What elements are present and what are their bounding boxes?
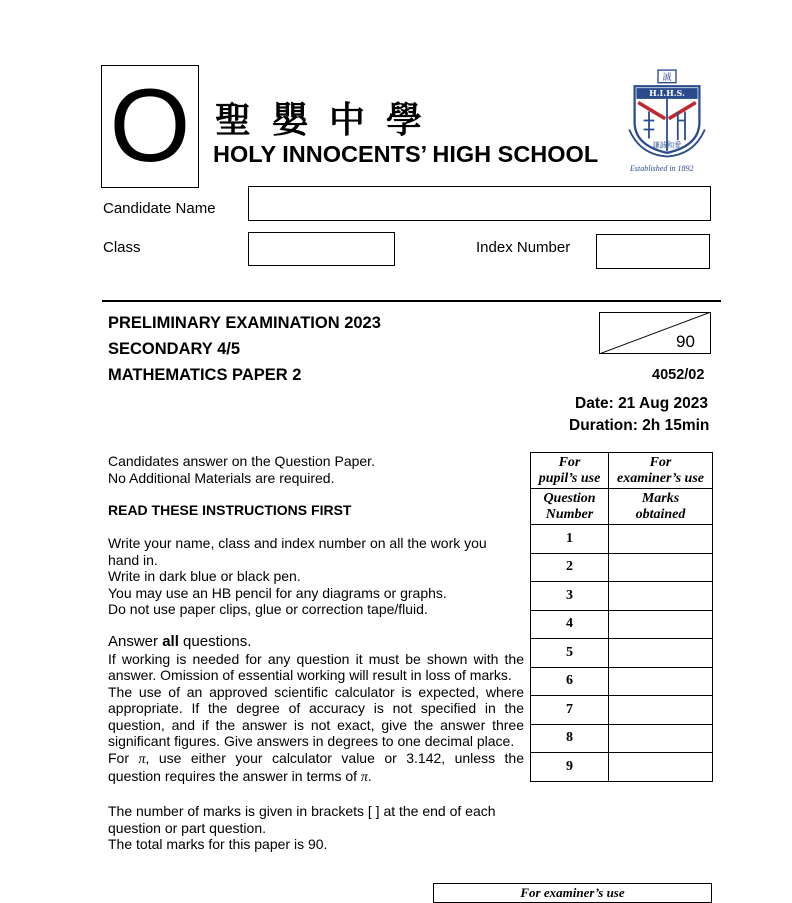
exam-duration: Duration: 2h 15min bbox=[569, 417, 710, 434]
instructions-heading: READ THESE INSTRUCTIONS FIRST bbox=[108, 502, 352, 518]
marks-line-2: The total marks for this paper is 90. bbox=[108, 836, 328, 852]
marks-cell[interactable] bbox=[609, 724, 713, 753]
paper-letter: O bbox=[109, 68, 191, 184]
question-number: 4 bbox=[531, 610, 609, 639]
table-row bbox=[531, 610, 713, 639]
school-chinese-name: 聖 嬰 中 學 bbox=[215, 100, 429, 140]
marks-cell[interactable] bbox=[609, 639, 713, 668]
pupil-use-header-1: For bbox=[558, 454, 581, 470]
question-number: 7 bbox=[531, 696, 609, 725]
write-line-1: Write your name, class and index number on all the work you hand in. bbox=[108, 535, 487, 568]
exam-date: Date: 21 Aug 2023 bbox=[575, 395, 708, 412]
marks-obtained-header-1: Marks bbox=[641, 490, 680, 506]
instructions-intro bbox=[108, 453, 528, 486]
question-number: 9 bbox=[531, 753, 609, 782]
marks-obtained-header-2: obtained bbox=[635, 506, 686, 522]
question-number: 5 bbox=[531, 639, 609, 668]
crest-motto: 謙誠和愛 bbox=[652, 140, 682, 150]
header-divider bbox=[102, 300, 721, 302]
table-row bbox=[531, 753, 713, 782]
table-row bbox=[531, 667, 713, 696]
marks-cell[interactable] bbox=[609, 753, 713, 782]
instructions-writing bbox=[108, 535, 500, 618]
answer-prefix: Answer bbox=[108, 633, 163, 650]
write-line-4: Do not use paper clips, glue or correction tape/fluid. bbox=[108, 601, 428, 617]
pupil-use-header bbox=[531, 453, 609, 489]
pupil-use-header-2: pupil’s use bbox=[538, 470, 601, 486]
school-crest-logo bbox=[622, 66, 712, 166]
established-text: Established in 1892 bbox=[630, 164, 694, 173]
table-row bbox=[531, 724, 713, 753]
pi-part-3: . bbox=[367, 768, 372, 784]
table-row bbox=[531, 525, 713, 554]
marks-cell[interactable] bbox=[609, 667, 713, 696]
crest-top-char: 誠 bbox=[662, 73, 672, 83]
index-number-label: Index Number bbox=[476, 239, 571, 256]
instructions-answer bbox=[108, 634, 524, 787]
working-line-2: The use of an approved scientific calculator is expected, where appropriate. If the degree of accuracy is not specified in the question, and if the answer is not exact, give the answer three significant figures. Give answers in degrees to one decimal place. bbox=[108, 683, 524, 749]
table-row bbox=[531, 553, 713, 582]
marks-cell[interactable] bbox=[609, 582, 713, 611]
bottom-examiner-box bbox=[433, 883, 712, 903]
pi-part-2: , use either your calculator value or 3.142, unless the question requires the answer in terms of bbox=[108, 749, 525, 784]
marks-obtained-header bbox=[609, 489, 713, 525]
marks-cell[interactable] bbox=[609, 553, 713, 582]
table-row bbox=[531, 696, 713, 725]
marks-cell[interactable] bbox=[609, 696, 713, 725]
examiner-use-header-1: For bbox=[649, 454, 672, 470]
pi-symbol-2: π bbox=[360, 770, 368, 785]
intro-line-1: Candidates answer on the Question Paper. bbox=[108, 453, 375, 469]
answer-bold: all bbox=[162, 633, 179, 650]
index-number-field[interactable] bbox=[596, 234, 710, 269]
question-number-header bbox=[531, 489, 609, 525]
working-line-1: If working is needed for any question it must be shown with the answer. Omission of essential working will result in loss of marks. bbox=[108, 650, 524, 683]
marks-cell[interactable] bbox=[609, 610, 713, 639]
question-number: 3 bbox=[531, 582, 609, 611]
pi-symbol: π bbox=[138, 751, 146, 767]
intro-line-2: No Additional Materials are required. bbox=[108, 469, 335, 486]
total-marks-value: 90 bbox=[676, 332, 695, 351]
examiner-use-header bbox=[609, 453, 713, 489]
class-label: Class bbox=[103, 239, 141, 256]
question-number: 2 bbox=[531, 553, 609, 582]
candidate-name-label: Candidate Name bbox=[103, 200, 216, 217]
pi-part-1: For bbox=[108, 749, 139, 766]
exam-subject: MATHEMATICS PAPER 2 bbox=[108, 366, 302, 384]
table-row bbox=[531, 582, 713, 611]
instructions-marks bbox=[108, 803, 524, 853]
question-number: 6 bbox=[531, 667, 609, 696]
answer-suffix: questions. bbox=[178, 633, 252, 650]
question-number-header-1: Question bbox=[543, 490, 596, 506]
school-english-name: HOLY INNOCENTS’ HIGH SCHOOL bbox=[213, 141, 599, 167]
marks-cell[interactable] bbox=[609, 525, 713, 554]
write-line-3: You may use an HB pencil for any diagrams or graphs. bbox=[108, 584, 447, 601]
question-number: 8 bbox=[531, 724, 609, 753]
crest-banner-text: H.I.H.S. bbox=[649, 88, 685, 99]
marks-table bbox=[530, 452, 713, 782]
bottom-examiner-text: For examiner’s use bbox=[520, 885, 625, 900]
exam-level: SECONDARY 4/5 bbox=[108, 340, 241, 358]
table-row bbox=[531, 639, 713, 668]
question-number: 1 bbox=[531, 525, 609, 554]
exam-title: PRELIMINARY EXAMINATION 2023 bbox=[108, 314, 381, 332]
candidate-name-field[interactable] bbox=[248, 186, 711, 221]
exam-code: 4052/02 bbox=[652, 367, 705, 383]
write-line-2: Write in dark blue or black pen. bbox=[108, 568, 301, 584]
examiner-use-header-2: examiner’s use bbox=[617, 470, 704, 486]
class-field[interactable] bbox=[248, 232, 395, 266]
question-number-header-2: Number bbox=[545, 506, 594, 522]
marks-line-1: The number of marks is given in brackets [ ] at the end of each question or part question. bbox=[108, 803, 496, 836]
